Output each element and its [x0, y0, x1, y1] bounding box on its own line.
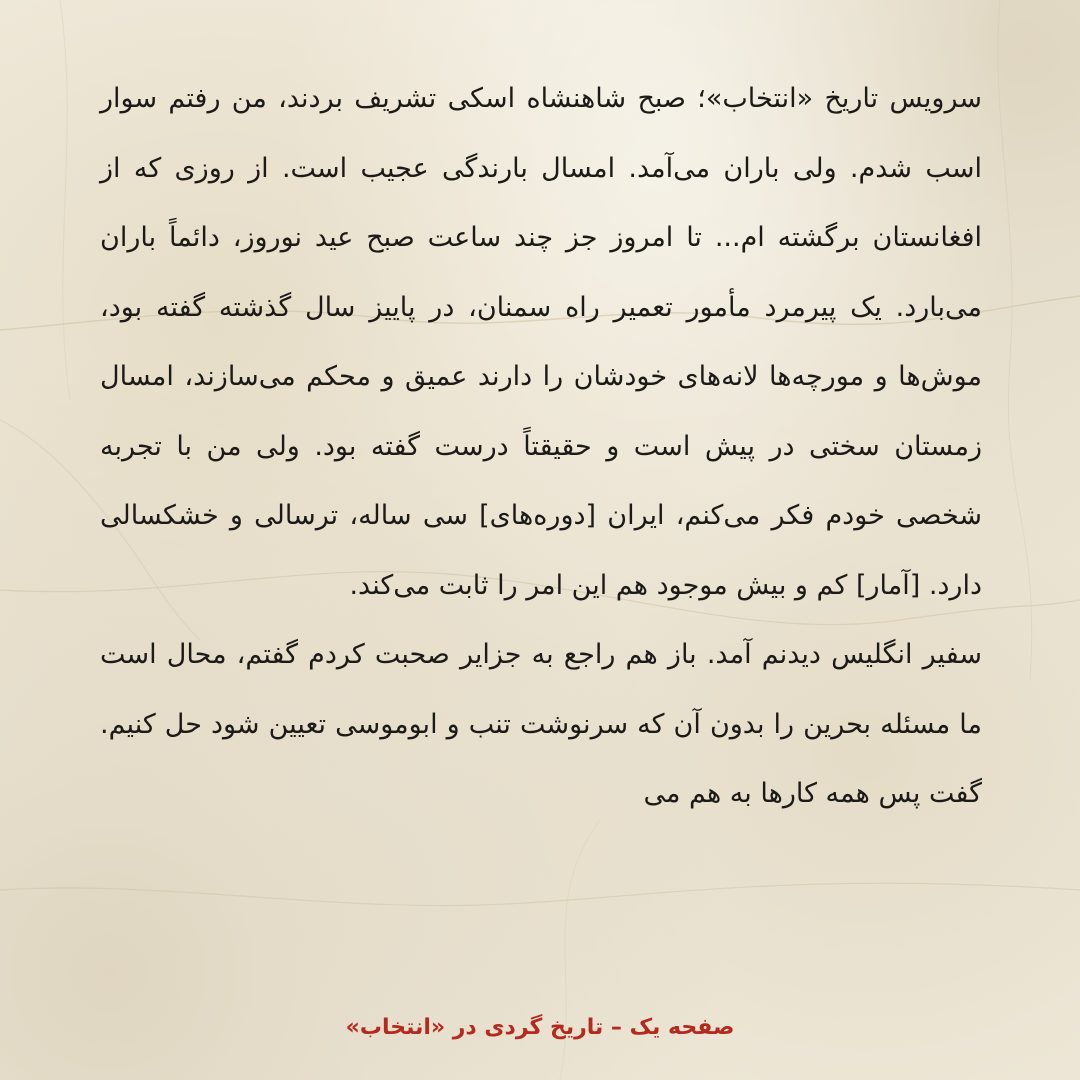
article-paragraph: سفیر انگلیس دیدنم آمد. باز هم راجع به جزایر صحبت کردم گفتم، محال است ما مسئله بحرین را بدون آن که سرنوشت تنب و ابوموسی تعیین شود حل کنیم. گفت پس همه کارها به هم می	[100, 639, 982, 809]
article-paragraph: سرویس تاریخ «انتخاب»؛ صبح شاهنشاه اسکی تشریف بردند، من رفتم سوار اسب شدم. ولی باران می‌آمد. امسال بارندگی عجیب است. از روزی که از افغانستان برگشته ام... تا امروز جز چند ساعت صبح عید نوروز، دائماً باران می‌بارد. یک پیرمرد مأمور تعمیر راه سمنان، در پاییز سال گذشته گفته بود، موش‌ها و مورچه‌ها لانه‌های خودشان را دارند عمیق و محکم می‌سازند، امسال زمستان سختی در پیش است و حقیقتاً درست گفته بود. ولی من با تجربه شخصی خودم فکر می‌کنم، ایران [دوره‌های] سی ساله، ترسالی و خشکسالی دارد. [آمار] کم و بیش موجود هم این امر را ثابت می‌کند.	[100, 83, 982, 601]
page-caption: صفحه یک – تاریخ گردی در «انتخاب»	[345, 1015, 735, 1040]
article-body	[100, 64, 982, 829]
